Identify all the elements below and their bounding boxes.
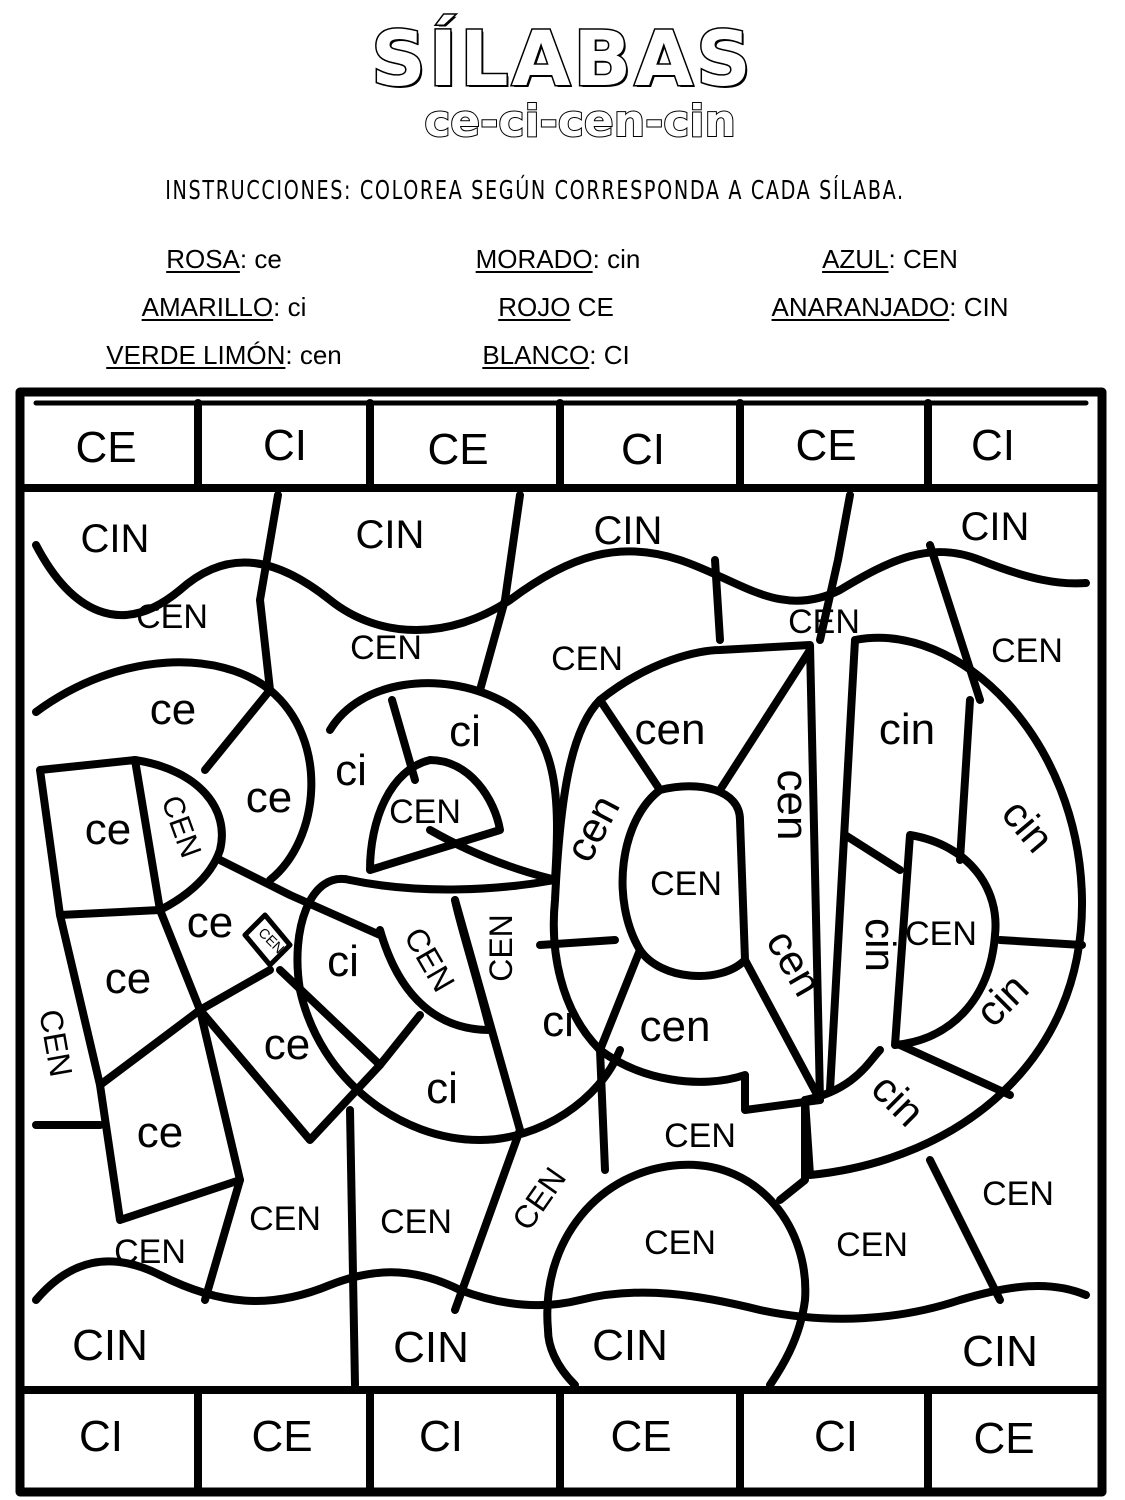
region-label: cen xyxy=(639,1002,711,1051)
region-label: ci xyxy=(327,937,359,986)
region-label: CEN xyxy=(664,1117,736,1155)
region-label: ci xyxy=(449,707,481,756)
region-label: CEN xyxy=(991,632,1063,670)
region-label: CEN xyxy=(483,914,519,982)
region-label: ce xyxy=(136,1108,184,1157)
region-label: ci xyxy=(426,1064,458,1113)
bottom-cell-4: CE xyxy=(610,1412,672,1461)
region-label: ce xyxy=(149,685,197,734)
region-label: CIN xyxy=(72,1321,148,1370)
lower-wave xyxy=(36,1261,1086,1318)
region-label: CEN xyxy=(114,1233,186,1271)
top-cell-4: CI xyxy=(621,425,665,474)
top-cell-2: CI xyxy=(263,421,307,470)
region-label: cen xyxy=(757,921,832,1004)
bottom-cell-5: CI xyxy=(814,1412,858,1461)
lower-circle xyxy=(547,1165,805,1385)
region-label: CEN xyxy=(836,1226,908,1264)
region-label: CIN xyxy=(355,513,425,557)
region-label: CEN xyxy=(350,629,422,667)
region-label: CIN xyxy=(393,1323,469,1372)
top-cell-1: CE xyxy=(75,423,137,472)
region-label: CEN xyxy=(249,1200,321,1238)
divider xyxy=(845,835,900,870)
bottom-cell-2: CE xyxy=(251,1412,313,1461)
region-label: cin xyxy=(862,1064,934,1136)
region-label: CIN xyxy=(593,509,663,553)
region-label: CEN xyxy=(504,1160,574,1237)
divider xyxy=(260,495,278,690)
region-label: cin xyxy=(966,964,1038,1036)
region-label: ce xyxy=(245,773,293,822)
region-label: cin xyxy=(992,790,1064,862)
legend-item-verde-limon: VERDE LIMÓN: cen xyxy=(106,340,342,370)
divider xyxy=(780,1100,805,1200)
divider xyxy=(930,545,980,700)
region-label: CEN xyxy=(905,915,977,953)
worksheet-title: SÍLABAS xyxy=(371,14,754,103)
region-label: CEN xyxy=(551,640,623,678)
divider xyxy=(1000,940,1082,945)
divider xyxy=(205,1180,240,1300)
region-label: CIN xyxy=(80,517,150,561)
legend-item-amarillo: AMARILLO: ci xyxy=(141,292,307,322)
bottom-cell-1: CI xyxy=(79,1412,123,1461)
region-label: CEN xyxy=(32,1006,80,1080)
region-label: cin xyxy=(857,918,904,972)
region-label: cen xyxy=(768,769,817,841)
region-label: CEN xyxy=(644,1224,716,1262)
region-label: CEN xyxy=(397,921,463,998)
legend-item-rosa: ROSA: ce xyxy=(166,244,282,274)
legend-item-rojo: ROJO CE xyxy=(498,292,614,322)
instructions-text: INSTRUCCIONES: COLOREA SEGÚN CORRESPONDA A CADA SÍLABA. xyxy=(165,176,905,206)
region-label: CIN xyxy=(592,1321,668,1370)
divider xyxy=(350,1110,355,1385)
region-label: CEN xyxy=(788,603,860,641)
letter-d-stem xyxy=(830,640,855,1090)
divider xyxy=(960,700,970,860)
region-label: cen xyxy=(634,705,706,754)
region-label: ce xyxy=(84,805,132,854)
region-label: CEN xyxy=(255,924,288,957)
bottom-cell-6: CE xyxy=(973,1414,1035,1463)
region-label: ce xyxy=(186,898,234,947)
bottom-cell-3: CI xyxy=(419,1412,463,1461)
region-label: CEN xyxy=(389,793,461,831)
region-label: CEN xyxy=(650,865,722,903)
region-label: CEN xyxy=(154,791,208,863)
top-cell-5: CE xyxy=(795,421,857,470)
region-label: CEN xyxy=(380,1203,452,1241)
legend-item-morado: MORADO: cin xyxy=(475,244,641,274)
region-label: cin xyxy=(878,705,936,754)
top-cell-6: CI xyxy=(971,421,1015,470)
region-label: ci xyxy=(542,997,574,1046)
worksheet-subtitle: ce-ci-cen-cin xyxy=(424,96,736,147)
divider xyxy=(715,560,720,640)
region-label: ci xyxy=(335,746,367,795)
region-label: ce xyxy=(263,1020,311,1069)
top-cell-3: CE xyxy=(427,425,489,474)
divider xyxy=(392,700,415,780)
divider xyxy=(380,1015,420,1065)
divider xyxy=(430,830,555,880)
region-label: CIN xyxy=(960,505,1030,549)
region-label: CEN xyxy=(136,598,208,636)
region-label: CIN xyxy=(962,1327,1038,1376)
legend-item-azul: AZUL: CEN xyxy=(822,244,958,274)
lower-circle-end xyxy=(548,1330,575,1385)
divider xyxy=(205,690,270,770)
region-label: CEN xyxy=(982,1175,1054,1213)
legend-item-anaranjado: ANARANJADO: CIN xyxy=(771,292,1009,322)
region-label: cen xyxy=(555,787,629,870)
region-label: ce xyxy=(104,954,152,1003)
letter-d-outer xyxy=(805,638,1082,1175)
legend-item-blanco: BLANCO: CI xyxy=(482,340,630,370)
